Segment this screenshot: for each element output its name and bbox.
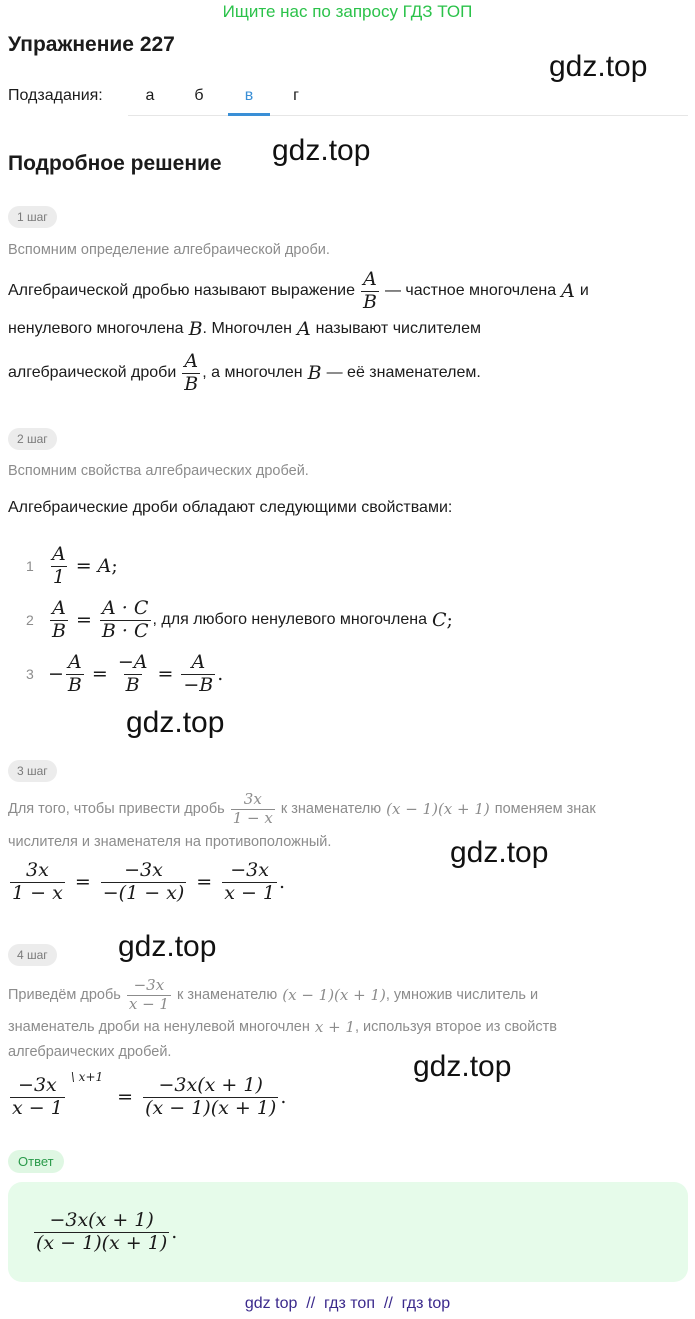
subtasks-label: Подзадания: — [8, 87, 103, 104]
step3-hint-line2: числителя и знаменателя на противоположный. — [8, 834, 332, 850]
text: Приведём дробь — [8, 987, 121, 1003]
math-period: . — [217, 663, 224, 685]
watermark: gdz.top — [549, 50, 648, 83]
tab-g[interactable]: г — [293, 87, 299, 104]
list-number: 1 — [26, 558, 34, 574]
math-denominator: (x − 1)(x + 1) — [386, 800, 490, 818]
step4-hint-line1 — [8, 972, 538, 1018]
text: называют числителем — [315, 320, 481, 337]
text: , а многочлен — [202, 364, 303, 381]
watermark: gdz.top — [126, 706, 225, 739]
fraction-a-over-neg-b: $\frac{A}{-B}$ — [183, 650, 214, 696]
answer-badge: Ответ — [8, 1150, 64, 1173]
text: к знаменателю — [280, 801, 382, 817]
step4-hint-line3: алгебраических дробей. — [8, 1044, 172, 1060]
text: Для того, чтобы привести дробь — [8, 801, 225, 817]
fraction-ac-over-bc: $\frac{A \cdot C}{B \cdot C}$ — [101, 596, 149, 642]
fraction-a-over-1: $\frac{A}{1}$ — [52, 542, 66, 588]
math-eq: = — [75, 555, 92, 577]
tabs-divider — [128, 115, 688, 116]
tab-a[interactable]: а — [145, 87, 155, 104]
text: и — [579, 282, 589, 299]
step-badge: 3 шаг — [8, 760, 57, 782]
math-multiplier: \ x+1 — [70, 1070, 104, 1084]
watermark: gdz.top — [450, 836, 549, 869]
math-a: A — [561, 280, 575, 302]
text: к знаменателю — [176, 987, 278, 1003]
text: . Многочлен — [202, 320, 292, 337]
step1-line1 — [8, 266, 589, 316]
fraction-result: $\frac{-3x(x + 1)}{(x - 1)(x + 1)}$ — [145, 1073, 277, 1119]
step3-equation — [8, 856, 285, 908]
math-period: . — [171, 1221, 178, 1243]
fraction-a-over-b: $\frac{A}{B}$ — [52, 596, 66, 642]
answer-expression — [32, 1204, 177, 1260]
page-title: Упражнение 227 — [8, 33, 175, 56]
list-number: 2 — [26, 612, 34, 628]
math-a: A — [296, 318, 311, 340]
text: , используя второе из свойств — [354, 1019, 557, 1035]
active-tab-indicator — [228, 113, 270, 116]
watermark: gdz.top — [272, 134, 371, 167]
step-hint: Вспомним свойства алгебраических дробей. — [8, 463, 309, 479]
step1-line3 — [8, 348, 481, 398]
text: , для любого ненулевого многочлена — [152, 611, 427, 628]
step2-intro: Алгебраические дроби обладают следующими свойствами: — [8, 499, 453, 516]
step-badge: 2 шаг — [8, 428, 57, 450]
math-eq: = — [91, 663, 108, 685]
math-b: B — [307, 362, 322, 384]
math-period: . — [280, 1086, 287, 1108]
step4-hint-line2 — [8, 1018, 557, 1036]
fraction-a-over-b: $\frac{A}{B}$ — [67, 650, 82, 696]
fraction-neg3x-over-x-minus-1: $\frac{-3x}{x - 1}$ — [12, 1073, 63, 1119]
top-banner[interactable]: Ищите нас по запросу ГДЗ ТОП — [222, 2, 473, 21]
text: — её знаменателем. — [326, 364, 481, 381]
list-number: 3 — [26, 666, 34, 682]
step4-equation — [8, 1068, 286, 1126]
math-eq: = — [117, 1086, 134, 1108]
math-a: A — [97, 555, 112, 577]
tab-v[interactable]: в — [244, 87, 254, 104]
math-semicolon: ; — [111, 555, 118, 577]
step-badge: 4 шаг — [8, 944, 57, 966]
math-eq: = — [196, 871, 213, 893]
math-eq: = — [157, 663, 174, 685]
fraction-3x-over-1-minus-x: $\frac{3x}{1 - x}$ — [232, 790, 273, 827]
math-semicolon: ; — [446, 609, 453, 631]
fraction-a-over-b: $\frac{A}{B}$ — [362, 267, 377, 313]
step-hint: Вспомним определение алгебраической дроби. — [8, 242, 330, 258]
text: алгебраической дроби — [8, 364, 177, 381]
step3-hint-line1 — [8, 786, 596, 832]
text: Алгебраической дробью называют выражение — [8, 282, 355, 299]
fraction-result: $\frac{-3x(x + 1)}{(x - 1)(x + 1)}$ — [36, 1208, 168, 1254]
text: — частное многочлена — [384, 282, 557, 299]
step1-line2 — [8, 319, 481, 339]
fraction-a-over-b: $\frac{A}{B}$ — [184, 349, 199, 395]
text: ненулевого многочлена — [8, 320, 184, 337]
math-denominator: (x − 1)(x + 1) — [282, 986, 386, 1004]
solution-heading: Подробное решение — [8, 152, 222, 175]
step-badge: 1 шаг — [8, 206, 57, 228]
text: знаменатель дроби на ненулевой многочлен — [8, 1019, 310, 1035]
footer-links[interactable]: gdz top // гдз топ // гдз top — [244, 1295, 451, 1312]
fraction-3x-over-1-minus-x: $\frac{3x}{1 - x}$ — [12, 858, 63, 904]
fraction-neg3x-over-x-minus-1: $\frac{-3x}{x - 1}$ — [224, 858, 276, 904]
watermark: gdz.top — [118, 930, 217, 963]
math-minus: − — [48, 663, 64, 685]
math-eq: = — [75, 609, 92, 631]
fraction-neg-a-over-b: $\frac{-A}{B}$ — [117, 650, 148, 696]
property-1 — [26, 540, 118, 592]
answer-box — [8, 1182, 688, 1282]
property-3 — [26, 648, 223, 700]
math-eq: = — [74, 871, 91, 893]
math-c: C — [431, 609, 447, 631]
math-b: B — [188, 318, 203, 340]
fraction-neg3x-over-neg-1-minus-x: $\frac{-3x}{-(1 - x)}$ — [102, 858, 185, 904]
text: , умножив числитель и — [385, 987, 539, 1003]
tab-b[interactable]: б — [194, 87, 204, 104]
property-2 — [26, 594, 453, 646]
text: поменяем знак — [494, 801, 596, 817]
math-period: . — [279, 871, 286, 893]
fraction-neg3x-over-x-minus-1: $\frac{-3x}{x - 1}$ — [128, 976, 169, 1013]
math-x-plus-1: x + 1 — [314, 1018, 355, 1036]
watermark: gdz.top — [413, 1050, 512, 1083]
